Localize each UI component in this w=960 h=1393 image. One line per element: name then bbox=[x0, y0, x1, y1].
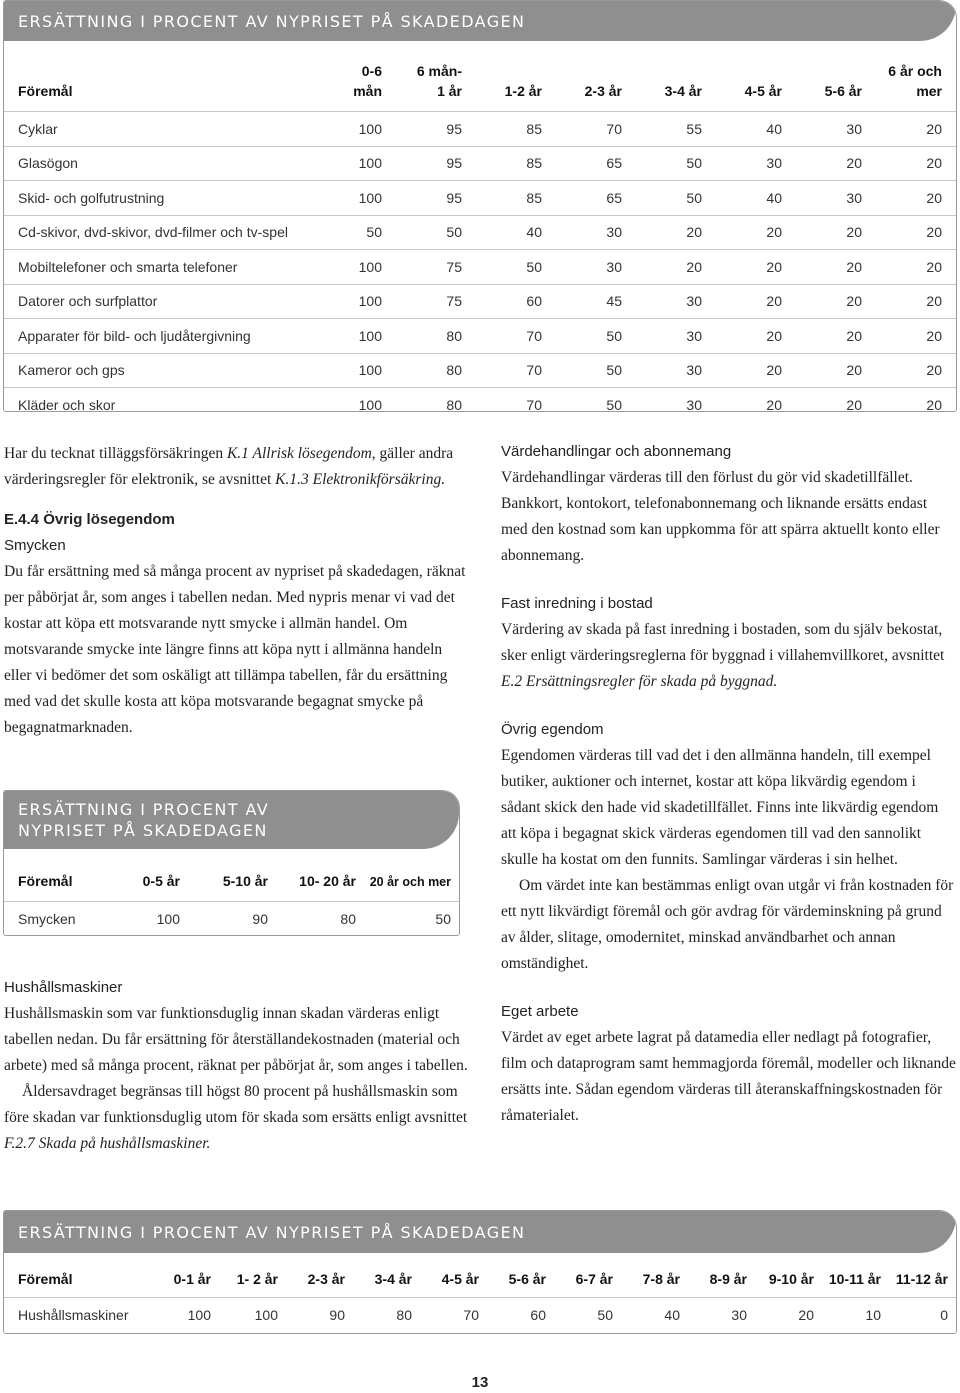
table-cell: 30 bbox=[606, 258, 622, 275]
column-header-line bbox=[542, 61, 622, 81]
table-cell: 100 bbox=[254, 1307, 278, 1323]
table-cell: 30 bbox=[846, 120, 862, 137]
table-cell: 80 bbox=[340, 910, 356, 927]
table-cell: 100 bbox=[358, 327, 382, 344]
table-cell: 50 bbox=[526, 258, 542, 275]
table-cell: 50 bbox=[606, 362, 622, 379]
row-label: Cyklar bbox=[18, 120, 58, 137]
fast-inredning-heading: Fast inredning i bostad bbox=[501, 595, 653, 612]
table-cell: 20 bbox=[846, 155, 862, 172]
table-cell: 75 bbox=[446, 293, 462, 310]
table-cell: 95 bbox=[446, 189, 462, 206]
table-cell: 80 bbox=[446, 396, 462, 412]
table-cell: 100 bbox=[358, 120, 382, 137]
row-label: Cd-skivor, dvd-skivor, dvd-filmer och tv-spel bbox=[18, 224, 288, 241]
column-header-line: 0-6 bbox=[361, 63, 382, 79]
intro-paragraph: Har du tecknat tilläggsförsäkringen K.1 Allrisk lösegendom, gäller andra värderingsregler för elektronik, se avsnittet K.1.3 Elektronikförsäkring. bbox=[4, 445, 454, 488]
column-header: 5-6 år bbox=[508, 1271, 546, 1287]
table-row bbox=[4, 902, 459, 935]
column-header bbox=[302, 61, 382, 111]
table-cell: 65 bbox=[606, 155, 622, 172]
table-cell: 20 bbox=[926, 327, 942, 344]
table-cell: 70 bbox=[526, 327, 542, 344]
table-cell: 20 bbox=[846, 327, 862, 344]
row-label: Smycken bbox=[18, 910, 76, 927]
row-label: Mobiltelefoner och smarta telefoner bbox=[18, 258, 238, 275]
table-cell: 70 bbox=[463, 1307, 479, 1323]
column-header-line: mer bbox=[916, 83, 942, 99]
table-cell: 30 bbox=[686, 396, 702, 412]
row-label: Apparater för bild- och ljudåtergivning bbox=[18, 327, 251, 344]
table-cell: 50 bbox=[686, 189, 702, 206]
table-cell: 30 bbox=[606, 224, 622, 241]
column-header: 11-12 år bbox=[895, 1271, 948, 1287]
row-label: Hushållsmaskiner bbox=[18, 1307, 129, 1323]
table-row bbox=[4, 181, 956, 216]
table-cell: 100 bbox=[358, 293, 382, 310]
table-cell: 100 bbox=[358, 396, 382, 412]
column-header: 0-5 år bbox=[142, 873, 180, 889]
ovrig-egendom-text-2: Om värdet inte kan bestämmas enligt ovan utgår vi från kostnaden för ett nytt likvärdigt föremål och gör avdrag för värdeminskning på grund av ålder, slitage, omodernitet, minskad användbarhet och annan omständighet. bbox=[501, 877, 954, 972]
table-cell: 20 bbox=[766, 396, 782, 412]
table-cell: 100 bbox=[358, 258, 382, 275]
table-cell: 20 bbox=[766, 224, 782, 241]
row-label: Datorer och surfplattor bbox=[18, 293, 158, 310]
eget-arbete-heading: Eget arbete bbox=[501, 1003, 579, 1020]
row-label: Kameror och gps bbox=[18, 362, 125, 379]
right-column bbox=[501, 439, 956, 1129]
table-cell: 20 bbox=[926, 155, 942, 172]
table-cell: 50 bbox=[597, 1307, 613, 1323]
table-row bbox=[4, 147, 956, 182]
table-title-line: ERSÄTTNING I PROCENT AV bbox=[18, 800, 270, 819]
table-cell: 20 bbox=[926, 120, 942, 137]
column-header-line: 6 mån- bbox=[416, 63, 462, 79]
depreciation-table-general bbox=[3, 0, 957, 412]
table-cell: 90 bbox=[252, 910, 268, 927]
table-cell: 20 bbox=[846, 224, 862, 241]
table-cell: 65 bbox=[606, 189, 622, 206]
table-cell: 20 bbox=[766, 258, 782, 275]
hushall-text: Hushållsmaskin som var funktionsduglig innan skadan värderas enligt tabellen nedan. Du får ersättning för återställandekostnaden (material och arbete) med så många procent, räknat per påbörjat år, som anges i tabellen. bbox=[4, 1005, 468, 1074]
table-cell: 55 bbox=[686, 120, 702, 137]
table-cell: 95 bbox=[446, 155, 462, 172]
column-header-line: 4-5 år bbox=[744, 83, 782, 99]
column-header bbox=[862, 61, 956, 111]
table-cell: 20 bbox=[686, 258, 702, 275]
column-header: 20 år och mer bbox=[369, 875, 451, 889]
table-cell: 40 bbox=[766, 189, 782, 206]
table-header-row bbox=[4, 41, 956, 112]
table-cell: 30 bbox=[846, 189, 862, 206]
table-row bbox=[4, 1298, 956, 1332]
table-cell: 100 bbox=[156, 910, 180, 927]
table-cell: 60 bbox=[530, 1307, 546, 1323]
table-cell: 100 bbox=[358, 362, 382, 379]
table-cell: 80 bbox=[446, 327, 462, 344]
table-cell: 50 bbox=[446, 224, 462, 241]
depreciation-table-jewellery bbox=[3, 790, 460, 936]
column-header: 2-3 år bbox=[307, 1271, 345, 1287]
table-cell: 20 bbox=[766, 293, 782, 310]
column-header: Föremål bbox=[18, 873, 73, 889]
depreciation-table-appliances bbox=[3, 1210, 957, 1334]
column-header bbox=[782, 61, 862, 111]
column-header: 10- 20 år bbox=[299, 873, 356, 889]
table-cell: 20 bbox=[926, 258, 942, 275]
table-cell: 30 bbox=[731, 1307, 747, 1323]
table-cell: 70 bbox=[526, 396, 542, 412]
column-header: 6-7 år bbox=[575, 1271, 613, 1287]
table-cell: 0 bbox=[940, 1307, 948, 1323]
table-title-text: ERSÄTTNING I PROCENT AV NYPRISET PÅ SKADEDAGEN bbox=[18, 11, 526, 31]
table-cell: 40 bbox=[526, 224, 542, 241]
table-row bbox=[4, 250, 956, 285]
table-cell: 60 bbox=[526, 293, 542, 310]
column-header-line bbox=[462, 61, 542, 81]
column-header-line: 1-2 år bbox=[504, 83, 542, 99]
table-cell: 20 bbox=[846, 258, 862, 275]
smycken-text: Du får ersättning med så många procent av nypriset på skadedagen, räknat per påbörjat år, som anges i tabellen nedan. Med nypris menar vi vad det kostar att köpa ett motsvarande nytt smycke i allmän handel. Om motsvarande smycke inte längre finns att köpa nytt i allmänna handeln eller vi bedömer det som oskäligt att tillämpa tabellen, får du ersättning med vad det skulle kosta att köpa motsvarande begagnat smycke på begagnatmarknaden. bbox=[4, 563, 466, 736]
column-header-line bbox=[18, 61, 302, 81]
table-cell: 95 bbox=[446, 120, 462, 137]
column-header: 4-5 år bbox=[441, 1271, 479, 1287]
table-row bbox=[4, 388, 956, 412]
table-cell: 50 bbox=[686, 155, 702, 172]
table-cell: 80 bbox=[396, 1307, 412, 1323]
table-cell: 20 bbox=[926, 396, 942, 412]
table-cell: 20 bbox=[766, 327, 782, 344]
table-row bbox=[4, 285, 956, 320]
column-header-line bbox=[622, 61, 702, 81]
column-header-line: Föremål bbox=[18, 83, 73, 99]
table-body bbox=[4, 41, 956, 412]
column-header-line bbox=[782, 61, 862, 81]
table-cell: 20 bbox=[926, 189, 942, 206]
ovrig-egendom-heading: Övrig egendom bbox=[501, 721, 604, 738]
column-header-line: 5-6 år bbox=[824, 83, 862, 99]
column-header bbox=[702, 61, 782, 111]
column-header: Föremål bbox=[18, 1271, 73, 1287]
table-cell: 20 bbox=[686, 224, 702, 241]
hushall-text-2: Åldersavdraget begränsas till högst 80 procent på hushållsmaskin som före skadan var funktionsduglig utom för skada som ersätts enligt avsnittet F.2.7 Skada på hushållsmaskiner. bbox=[4, 1083, 468, 1152]
table-row bbox=[4, 319, 956, 354]
column-header bbox=[462, 61, 542, 111]
table-cell: 20 bbox=[766, 362, 782, 379]
table-cell: 20 bbox=[926, 362, 942, 379]
column-header: 5-10 år bbox=[222, 873, 268, 889]
column-header: 0-1 år bbox=[173, 1271, 211, 1287]
table-row bbox=[4, 216, 956, 251]
table-cell: 100 bbox=[358, 155, 382, 172]
table-cell: 50 bbox=[366, 224, 382, 241]
column-header-line: 2-3 år bbox=[584, 83, 622, 99]
smycken-heading: Smycken bbox=[4, 537, 66, 554]
row-label: Kläder och skor bbox=[18, 396, 116, 412]
column-header: 7-8 år bbox=[642, 1271, 680, 1287]
column-header: 1- 2 år bbox=[236, 1271, 278, 1287]
table-cell: 20 bbox=[846, 362, 862, 379]
table-body bbox=[4, 849, 459, 935]
table-cell: 20 bbox=[846, 396, 862, 412]
table-cell: 90 bbox=[329, 1307, 345, 1323]
table-title bbox=[4, 1, 956, 41]
vardehandlingar-text: Värdehandlingar värderas till den förlust du gör vid skadetillfället. Bankkort, kontokort, telefonabonnemang och liknande ersätts endast med den kostnad som kan uppkomma för att spärra aktuellt konto eller abonnemang. bbox=[501, 469, 940, 564]
fast-inredning-text: Värdering av skada på fast inredning i bostaden, som du själv bekostat, sker enligt värderingsreglerna för byggnad i villahemvillkoret, avsnittet E.2 Ersättningsregler för skada på byggnad. bbox=[501, 621, 945, 690]
column-header-line: 1 år bbox=[437, 83, 462, 99]
column-header-line bbox=[702, 61, 782, 81]
section-heading: E.4.4 Övrig lösegendom bbox=[4, 511, 175, 528]
table-body bbox=[4, 1253, 956, 1332]
table-cell: 85 bbox=[526, 189, 542, 206]
table-cell: 70 bbox=[526, 362, 542, 379]
column-header bbox=[4, 61, 302, 111]
table-row bbox=[4, 354, 956, 389]
table-cell: 100 bbox=[187, 1307, 211, 1323]
table-cell: 20 bbox=[798, 1307, 814, 1323]
table-cell: 80 bbox=[446, 362, 462, 379]
table-cell: 10 bbox=[865, 1307, 881, 1323]
table-cell: 20 bbox=[846, 293, 862, 310]
table-cell: 30 bbox=[686, 362, 702, 379]
table-cell: 50 bbox=[606, 327, 622, 344]
table-cell: 40 bbox=[664, 1307, 680, 1323]
column-header-line: 6 år och bbox=[888, 63, 942, 79]
ovrig-egendom-text: Egendomen värderas till vad det i den allmänna handeln, till exempel butiker, auktioner och internet, kostar att köpa likvärdig egendom i sådant skick den hade vid skadetillfället. Finns inte likvärdig egendom att köpa i begagnat skick värderas egendomen till vad den sannolikt skulle ha kostat om den funnits. Samlingar värderas i sin helhet. bbox=[501, 747, 939, 868]
column-header-line: mån bbox=[353, 83, 382, 99]
column-header bbox=[622, 61, 702, 111]
column-header: 9-10 år bbox=[768, 1271, 814, 1287]
table-title-text: ERSÄTTNING I PROCENT AV NYPRISET PÅ SKADEDAGEN bbox=[18, 1222, 526, 1242]
eget-arbete-text: Värdet av eget arbete lagrat på datamedia eller nedlagt på fotografier, film och dataprogram samt hemmagjorda föremål, modeller och liknande ersätts inte. Sådan egendom värderas till återanskaffningskostnaden för råmaterialet. bbox=[501, 1029, 956, 1124]
row-label: Glasögon bbox=[18, 155, 78, 172]
column-header: 3-4 år bbox=[374, 1271, 412, 1287]
row-label: Skid- och golfutrustning bbox=[18, 189, 165, 206]
table-cell: 85 bbox=[526, 120, 542, 137]
table-cell: 100 bbox=[358, 189, 382, 206]
table-cell: 30 bbox=[686, 327, 702, 344]
column-header bbox=[542, 61, 622, 111]
vardehandlingar-heading: Värdehandlingar och abonnemang bbox=[501, 443, 732, 460]
hushall-heading: Hushållsmaskiner bbox=[4, 979, 123, 996]
table-cell: 45 bbox=[606, 293, 622, 310]
table-title-line: NYPRISET PÅ SKADEDAGEN bbox=[18, 821, 268, 840]
table-cell: 30 bbox=[686, 293, 702, 310]
column-header: 10-11 år bbox=[828, 1271, 881, 1287]
table-header-row bbox=[4, 1253, 956, 1298]
table-cell: 40 bbox=[766, 120, 782, 137]
left-column-lower bbox=[4, 975, 472, 1157]
table-cell: 75 bbox=[446, 258, 462, 275]
table-cell: 50 bbox=[606, 396, 622, 412]
table-cell: 85 bbox=[526, 155, 542, 172]
left-column bbox=[4, 441, 472, 741]
table-cell: 20 bbox=[926, 293, 942, 310]
page-number: 13 bbox=[471, 1374, 489, 1391]
table-cell: 50 bbox=[435, 910, 451, 927]
column-header-line: 3-4 år bbox=[664, 83, 702, 99]
column-header bbox=[382, 61, 462, 111]
table-title bbox=[4, 791, 459, 849]
table-cell: 30 bbox=[766, 155, 782, 172]
column-header: 8-9 år bbox=[709, 1271, 747, 1287]
table-header-row bbox=[4, 849, 459, 902]
table-cell: 70 bbox=[606, 120, 622, 137]
table-row bbox=[4, 112, 956, 147]
table-title bbox=[4, 1211, 956, 1253]
table-cell: 20 bbox=[926, 224, 942, 241]
